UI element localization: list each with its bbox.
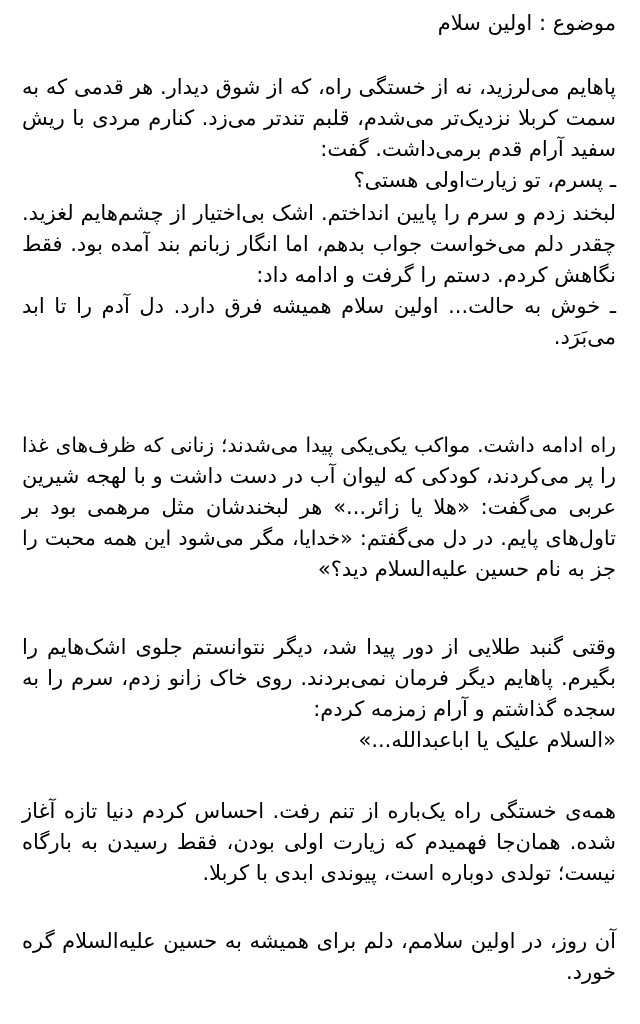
- paragraph-line: «السلام علیک یا اباعبدالله...»: [358, 728, 616, 752]
- paragraph-line: لبخند زدم و سرم را پایین انداختم. اشک بی‌اختیار از چشم‌هایم لغزید.: [22, 201, 616, 225]
- paragraph-line: نگاهش کردم. دستم را گرفت و ادامه داد:: [256, 263, 616, 287]
- paragraph-line: را پر می‌کردند، کودکی که لیوان آب در دست داشت و با لهجه شیرین: [21, 464, 616, 488]
- paragraph-line: راه ادامه داشت. مواکب یکی‌یکی پیدا می‌شدند؛ زنانی که ظرف‌های غذا: [22, 433, 616, 457]
- paragraph-line: می‌بَرَد.: [553, 325, 616, 349]
- paragraph-line: وقتی گنبد طلایی از دور پیدا شد، دیگر نتوانستم جلوی اشک‌هایم را: [22, 635, 616, 659]
- paragraph-line: سفید آرام قدم برمی‌داشت. گفت:: [320, 137, 616, 161]
- paragraph-line: همه‌ی خستگی راه یک‌باره از تنم رفت. احساس کردم دنیا تازه آغاز: [22, 799, 616, 823]
- paragraph-line: چقدر دلم می‌خواست جواب بدهم، اما انگار زبانم بند آمده بود. فقط: [22, 232, 616, 256]
- paragraph-1: [22, 72, 616, 196]
- paragraph-line: سجده گذاشتم و آرام زمزمه کردم:: [313, 697, 616, 721]
- paragraph-line: پاهایم می‌لرزید، نه از خستگی راه، که از شوق دیدار. هر قدمی که به: [22, 75, 616, 99]
- paragraph-line: ـ خوش به حالت... اولین سلام همیشه فرق دارد. دل آدم را تا ابد: [22, 294, 616, 318]
- paragraph-line: بگیرم. پاهایم دیگر فرمان نمی‌بردند. روی خاک زانو زدم، سرم را به: [22, 666, 616, 690]
- paragraph-5: [22, 796, 616, 889]
- paragraph-6: [22, 926, 616, 988]
- paragraph-4: [22, 632, 616, 756]
- paragraph-line: ـ پسرم، تو زیارت‌اولی هستی؟: [353, 168, 616, 192]
- page-title: موضوع : اولین سلام: [437, 11, 616, 35]
- paragraph-3: [22, 430, 616, 585]
- paragraph-line: عربی می‌گفت: «هلا یا زائر...» هر لبخندشان مثل مرهمی بود بر: [22, 495, 616, 519]
- paragraph-2: [22, 198, 616, 353]
- paragraph-line: خورد.: [566, 960, 616, 984]
- paragraph-line: نیست؛ تولدی دوباره است، پیوندی ابدی با کربلا.: [202, 861, 616, 885]
- paragraph-line: جز به نام حسین علیه‌السلام دید؟»: [317, 557, 616, 581]
- paragraph-line: تاول‌های پایم. در دل می‌گفتم: «خدایا، مگر می‌شود این همه محبت را: [22, 526, 616, 550]
- paragraph-line: شده. همان‌جا فهمیدم که زیارت اولی بودن، فقط رسیدن به بارگاه: [22, 830, 616, 854]
- paragraph-line: آن روز، در اولین سلامم، دلم برای همیشه به حسین علیه‌السلام گره: [22, 929, 616, 953]
- paragraph-line: سمت کربلا نزدیک‌تر می‌شدم، قلبم تندتر می‌زد. کنارم مردی با ریش: [22, 106, 616, 130]
